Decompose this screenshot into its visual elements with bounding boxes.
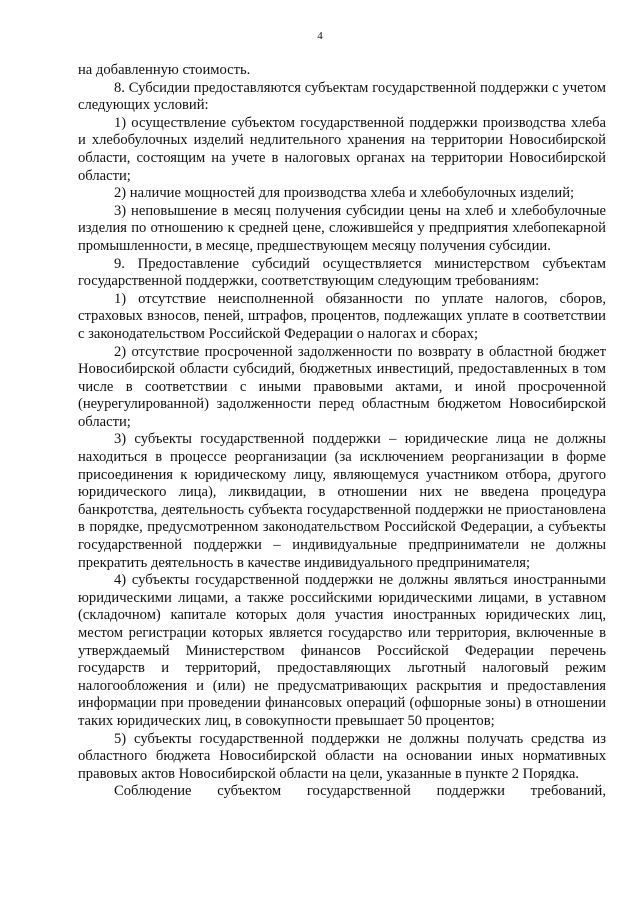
paragraph: 9. Предоставление субсидий осуществляется министерством субъектам государственной поддержки, соответствующим следующим требованиям:: [78, 255, 606, 290]
document-body: [78, 62, 606, 801]
paragraph: 2) наличие мощностей для производства хлеба и хлебобулочных изделий;: [114, 185, 575, 202]
paragraph: 1) осуществление субъектом государственной поддержки производства хлеба и хлебобулочных изделий недлительного хранения на территории Новосибирской области, состоящим на учете в налоговых органах на территории Новосибирской области;: [78, 114, 606, 184]
paragraph: 2) отсутствие просроченной задолженности по возврату в областной бюджет Новосибирской области субсидий, бюджетных инвестиций, предоставленных в том числе в соответствии с иными правовыми актами, и иной просроченной (неурегулированной) задолженности перед областным бюджетом Новосибирской области;: [78, 343, 606, 430]
page-number: 4: [317, 30, 323, 42]
paragraph: 3) неповышение в месяц получения субсидии цены на хлеб и хлебобулочные изделия по отношению к средней цене, сложившейся у предприятия хлебопекарной промышленности, в месяце, предшествующем месяцу получения субсидии.: [78, 202, 606, 254]
paragraph: на добавленную стоимость.: [78, 62, 251, 78]
paragraph: 8. Субсидии предоставляются субъектам государственной поддержки с учетом следующих условий:: [78, 79, 606, 114]
paragraph: 5) субъекты государственной поддержки не должны получать средства из областного бюджета Новосибирской области на основании иных нормативных правовых актов Новосибирской области на цели, указанные в пункте 2 Порядка.: [78, 730, 606, 782]
paragraph: 3) субъекты государственной поддержки – юридические лица не должны находиться в процессе реорганизации (за исключением реорганизации в форме присоединения к юридическому лицу, являющемуся участником отбора, другого юридического лица), ликвидации, в отношении них не введена процедура банкротства, деятельность субъекта государственной поддержки не приостановлена в порядке, предусмотренном законодательством Российской Федерации, а субъекты государственной поддержки – индивидуальные предприниматели не должны прекратить деятельность в качестве индивидуального предпринимателя;: [78, 431, 606, 571]
paragraph: 4) субъекты государственной поддержки не должны являться иностранными юридическими лицами, а также российскими юридическими лицами, в уставном (складочном) капитале которых доля участия иностранных юридических лиц, местом регистрации которых является государство или территория, включенные в утверждаемый Министерством финансов Российской Федерации перечень государств и территорий, предоставляющих льготный налоговый режим налогообложения и (или) не предусматривающих раскрытия и предоставления информации при проведении финансовых операций (офшорные зоны) в отношении таких юридических лиц, в совокупности превышает 50 процентов;: [78, 572, 606, 729]
paragraph: 1) отсутствие неисполненной обязанности по уплате налогов, сборов, страховых взносов, пеней, штрафов, процентов, подлежащих уплате в соответствии с законодательством Российской Федерации о налогах и сборах;: [78, 290, 606, 342]
paragraph: Соблюдение субъектом государственной поддержки требований,: [114, 783, 606, 800]
